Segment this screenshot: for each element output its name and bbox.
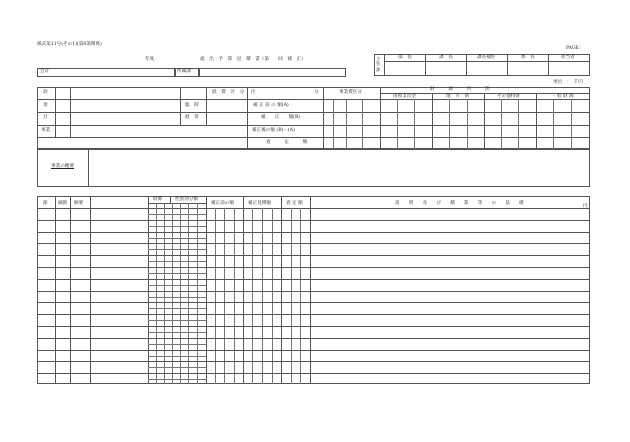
table-row-divider <box>37 373 590 374</box>
digit-divider <box>180 203 181 384</box>
zaigen-cell-split <box>148 273 206 274</box>
kaikei-label: 会計 <box>40 69 50 74</box>
digit-divider <box>252 208 253 384</box>
digit-divider <box>164 203 165 384</box>
yen-label: 円 <box>583 204 588 209</box>
col-saisetsu: 細節 <box>58 201 68 206</box>
zaigen-label: 財 源 内 訳 <box>430 87 490 92</box>
digit-divider <box>215 208 216 384</box>
zaigen-kokken: 国県支出金 <box>393 94 416 99</box>
digit-divider <box>172 203 173 384</box>
col-seishitsu: 性質別分類 <box>175 197 198 202</box>
zaigen-cell-split <box>148 308 206 309</box>
digit-divider <box>234 208 235 384</box>
col-setsumei: 説 明 及 び 積 算 等 の 基 礎 <box>395 201 524 206</box>
digit-divider <box>262 208 263 384</box>
page-label: PAGE： <box>566 46 584 51</box>
table-row-divider <box>37 314 590 315</box>
digit-divider <box>156 203 157 384</box>
stamp-col-kacho: 課 長 <box>439 55 453 60</box>
zaigen-cell-split <box>148 238 206 239</box>
sub-header-divider <box>170 196 171 203</box>
digit-divider <box>300 208 301 384</box>
zaigen-cell-split <box>148 320 206 321</box>
row-moku: 目 <box>43 115 48 120</box>
digit-divider <box>188 203 189 384</box>
digit-divider <box>224 208 225 384</box>
zaigen-sonota: その他特財 <box>497 94 520 99</box>
ku-label: 区 <box>251 90 256 95</box>
table-row-divider <box>37 232 590 233</box>
zaigen-cell-split <box>148 379 206 380</box>
zaigen-cell-split <box>148 332 206 333</box>
table-row-divider <box>37 243 590 244</box>
table-row-divider <box>37 302 590 303</box>
form-number: 様式第11号(その1)(第8条関係) <box>37 42 102 47</box>
jigyo-gaiyou-label: 事業の概要 <box>51 164 74 169</box>
zaigen-cell-split <box>148 261 206 262</box>
table-row-divider <box>37 291 590 292</box>
table-row-divider <box>37 361 590 362</box>
zaigen-cell-split <box>148 356 206 357</box>
row-kou: 項 <box>43 103 48 108</box>
digit-divider <box>291 208 292 384</box>
stamp-col-tantosha: 担当者 <box>561 55 575 60</box>
table-row-divider <box>37 350 590 351</box>
stamp-col-kachohosa: 課長補佐 <box>477 55 496 60</box>
jigyo-gaiyou-box[interactable] <box>37 149 590 187</box>
ku-row-3: 補正後の額 (B)－(A) <box>252 128 295 133</box>
zaigen-cell-split <box>148 249 206 250</box>
hikyo-keijo: 経 常 <box>185 115 199 120</box>
hikyo-kubun-label: 経 費 区 分 <box>212 90 245 95</box>
col-tekiyo: 摘要 <box>74 201 84 206</box>
table-row-divider <box>37 279 590 280</box>
zaigen-ippan: 一 般 財 源 <box>551 94 574 99</box>
stamp-col-bucho: 部 長 <box>398 55 412 60</box>
digit-divider <box>197 203 198 384</box>
ku-row-1: 補 正 前 の 額(A) <box>253 103 289 108</box>
zaigen-cell-split <box>148 297 206 298</box>
header-divider <box>37 208 590 209</box>
stamp-col-kakaricho: 係 長 <box>521 55 535 60</box>
bun-label: 分 <box>314 90 319 95</box>
stamp-side-label: 主管課 <box>376 56 381 72</box>
unit-label: 単位 ： 千円 <box>553 80 583 85</box>
fiscal-year-label: 年度 <box>145 57 155 62</box>
table-row-divider <box>37 255 590 256</box>
col-hosei-mae: 補正前の額 <box>211 201 234 206</box>
digit-divider <box>272 208 273 384</box>
zaigen-cell-split <box>148 344 206 345</box>
table-row-divider <box>37 338 590 339</box>
ku-row-2: 補 正 額(B) <box>261 115 301 120</box>
col-satei: 査 定 額 <box>286 201 303 206</box>
col-hosei-mitsumori: 補正見積額 <box>248 201 271 206</box>
zaigen-cell-split <box>148 285 206 286</box>
col-setsu: 節 <box>43 201 48 206</box>
zaigen-chihosai: 地 方 債 <box>446 94 469 99</box>
shokan-label: 所属課 <box>177 69 191 74</box>
table-row-divider <box>37 220 590 221</box>
row-kan: 款 <box>43 90 48 95</box>
shokan-field[interactable] <box>199 68 346 77</box>
jigyohi-kubun-label: 事業費区分 <box>339 90 362 95</box>
form-title: 歳 出 予 算 見 積 書（第 回 補 正） <box>200 57 306 62</box>
kaikei-field[interactable] <box>37 68 175 77</box>
zaigen-cell-split <box>148 226 206 227</box>
hikyo-rinji: 臨 時 <box>185 103 199 108</box>
zaigen-cell-split <box>148 214 206 215</box>
col-zaigen: 財源 <box>153 197 163 202</box>
table-row-divider <box>37 326 590 327</box>
row-jigyo: 事業 <box>41 128 51 133</box>
ku-row-4: 査 定 額 <box>266 140 308 145</box>
table-row-divider <box>37 267 590 268</box>
zaigen-cell-split <box>148 367 206 368</box>
